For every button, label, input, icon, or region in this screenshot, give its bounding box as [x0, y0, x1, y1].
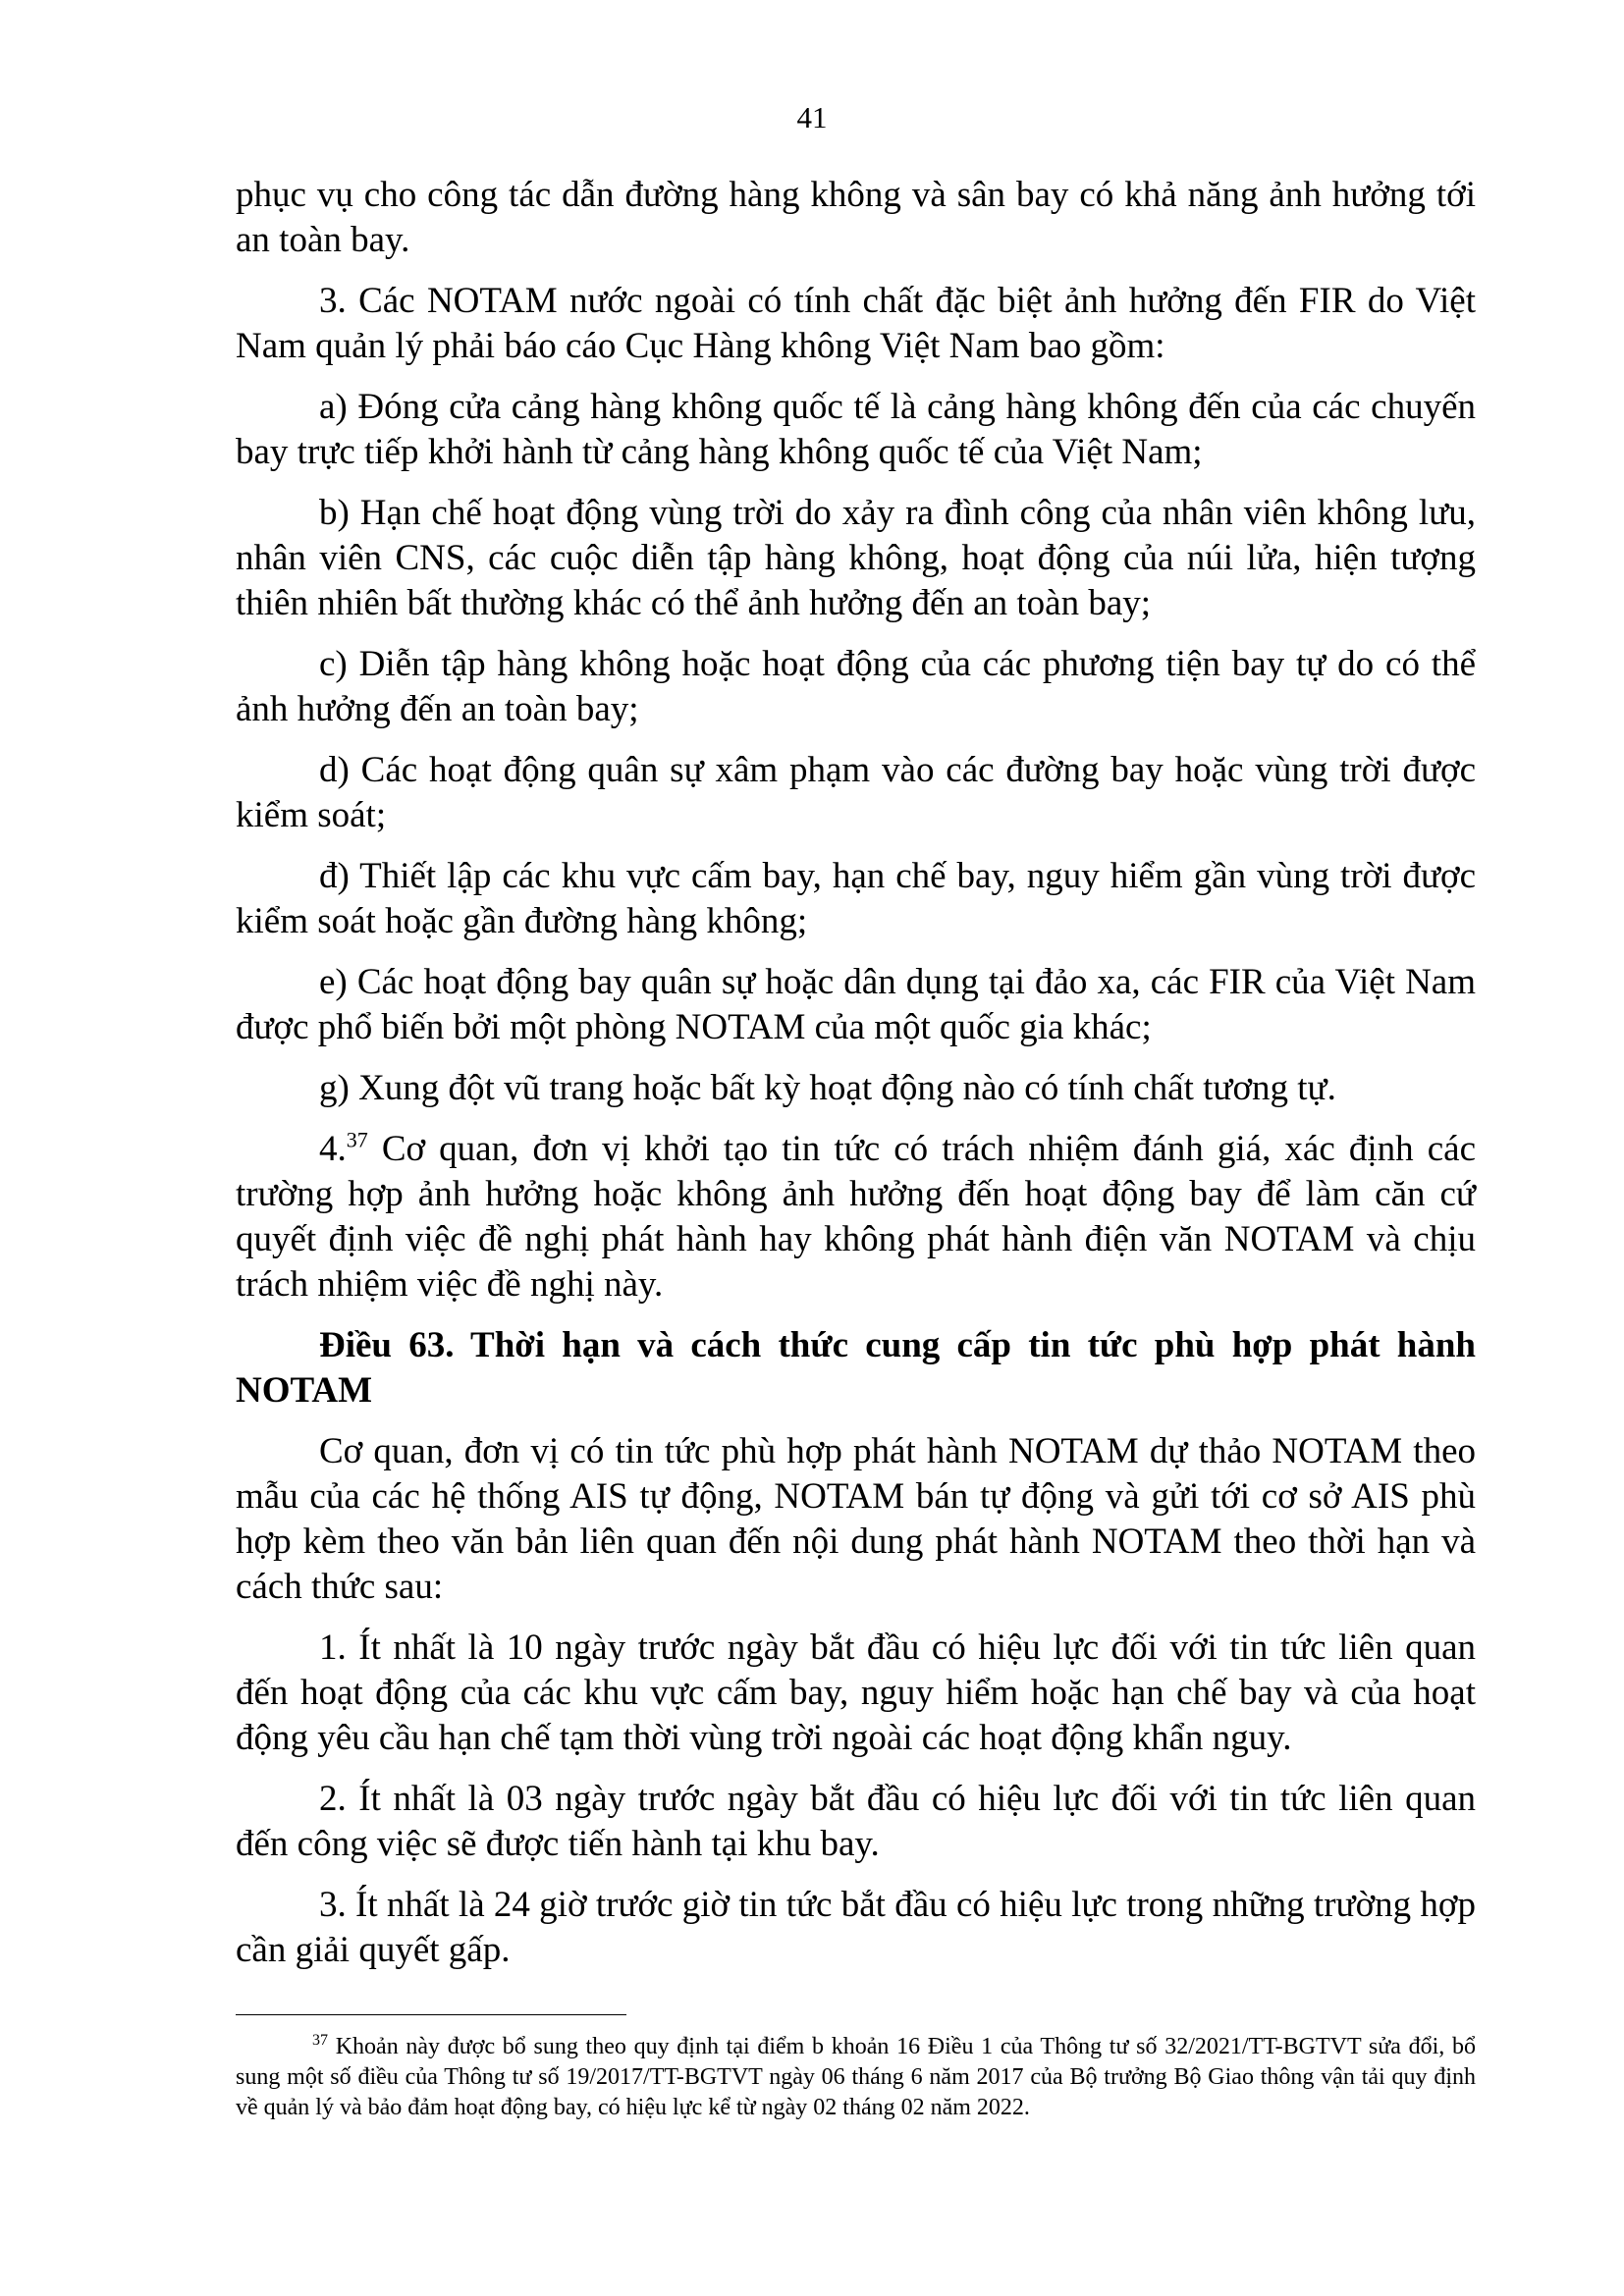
clause-text: Cơ quan, đơn vị khởi tạo tin tức có trách nhiệm đánh giá, xác định các trường hợp ảnh hưởng hoặc không ảnh hưởng đến hoạt động bay để làm căn cứ quyết định việc đề nghị phát hành hay không phát hành điện văn NOTAM và chịu trách nhiệm việc đề nghị này.: [236, 1129, 1476, 1305]
paragraph-article-intro: Cơ quan, đơn vị có tin tức phù hợp phát hành NOTAM dự thảo NOTAM theo mẫu của các hệ thống AIS tự động, NOTAM bán tự động và gửi tới cơ sở AIS phù hợp kèm theo văn bản liên quan đến nội dung phát hành NOTAM theo thời hạn và cách thức sau:: [236, 1431, 1476, 1607]
clause-number: 4.: [319, 1129, 347, 1169]
paragraph-item-3: 3. Ít nhất là 24 giờ trước giờ tin tức bắt đầu có hiệu lực trong những trường hợp cần giải quyết gấp.: [236, 1885, 1476, 1970]
document-body: [236, 173, 1476, 1989]
paragraph-continuation: phục vụ cho công tác dẫn đường hàng không và sân bay có khả năng ảnh hưởng tới an toàn bay.: [236, 175, 1476, 260]
paragraph-point-e: e) Các hoạt động bay quân sự hoặc dân dụng tại đảo xa, các FIR của Việt Nam được phổ biến bởi một phòng NOTAM của một quốc gia khác;: [236, 962, 1476, 1047]
footnote-marker: 37: [312, 2032, 328, 2049]
footnote-divider: [236, 2014, 626, 2015]
page-number: 41: [796, 100, 828, 134]
paragraph-point-a: a) Đóng cửa cảng hàng không quốc tế là cảng hàng không đến của các chuyến bay trực tiếp khởi hành từ cảng hàng không quốc tế của Việt Nam;: [236, 387, 1476, 472]
paragraph-point-d: d) Các hoạt động quân sự xâm phạm vào các đường bay hoặc vùng trời được kiểm soát;: [236, 750, 1476, 835]
paragraph-point-dd: đ) Thiết lập các khu vực cấm bay, hạn chế bay, nguy hiểm gần vùng trời được kiểm soát hoặc gần đường hàng không;: [236, 856, 1476, 941]
footnote-text: Khoản này được bổ sung theo quy định tại điểm b khoản 16 Điều 1 của Thông tư số 32/2021/TT-BGTVT sửa đổi, bổ sung một số điều của Thông tư số 19/2017/TT-BGTVT ngày 06 tháng 6 năm 2017 của Bộ trưởng Bộ Giao thông vận tải quy định về quản lý và bảo đảm hoạt động bay, có hiệu lực kể từ ngày 02 tháng 02 năm 2022.: [236, 2034, 1476, 2120]
paragraph-item-2: 2. Ít nhất là 03 ngày trước ngày bắt đầu có hiệu lực đối với tin tức liên quan đến công việc sẽ được tiến hành tại khu bay.: [236, 1779, 1476, 1864]
paragraph-point-c: c) Diễn tập hàng không hoặc hoạt động của các phương tiện bay tự do có thể ảnh hưởng đến an toàn bay;: [236, 644, 1476, 729]
paragraph-clause-3: 3. Các NOTAM nước ngoài có tính chất đặc biệt ảnh hưởng đến FIR do Việt Nam quản lý phải báo cáo Cục Hàng không Việt Nam bao gồm:: [236, 281, 1476, 366]
footnote: [236, 2032, 1476, 2123]
paragraph-item-1: 1. Ít nhất là 10 ngày trước ngày bắt đầu có hiệu lực đối với tin tức liên quan đến hoạt động của các khu vực cấm bay, nguy hiểm hoặc hạn chế bay và của hoạt động yêu cầu hạn chế tạm thời vùng trời ngoài các hoạt động khẩn nguy.: [236, 1628, 1476, 1758]
article-heading: Điều 63. Thời hạn và cách thức cung cấp tin tức phù hợp phát hành NOTAM: [236, 1325, 1476, 1411]
paragraph-point-b: b) Hạn chế hoạt động vùng trời do xảy ra đình công của nhân viên không lưu, nhân viên CNS, các cuộc diễn tập hàng không, hoạt động của núi lửa, hiện tượng thiên nhiên bất thường khác có thể ảnh hưởng đến an toàn bay;: [236, 493, 1476, 623]
paragraph-clause-4: [236, 1127, 1476, 1308]
footnote-reference: 37: [346, 1127, 368, 1152]
paragraph-point-g: g) Xung đột vũ trang hoặc bất kỳ hoạt động nào có tính chất tương tự.: [319, 1068, 1336, 1108]
